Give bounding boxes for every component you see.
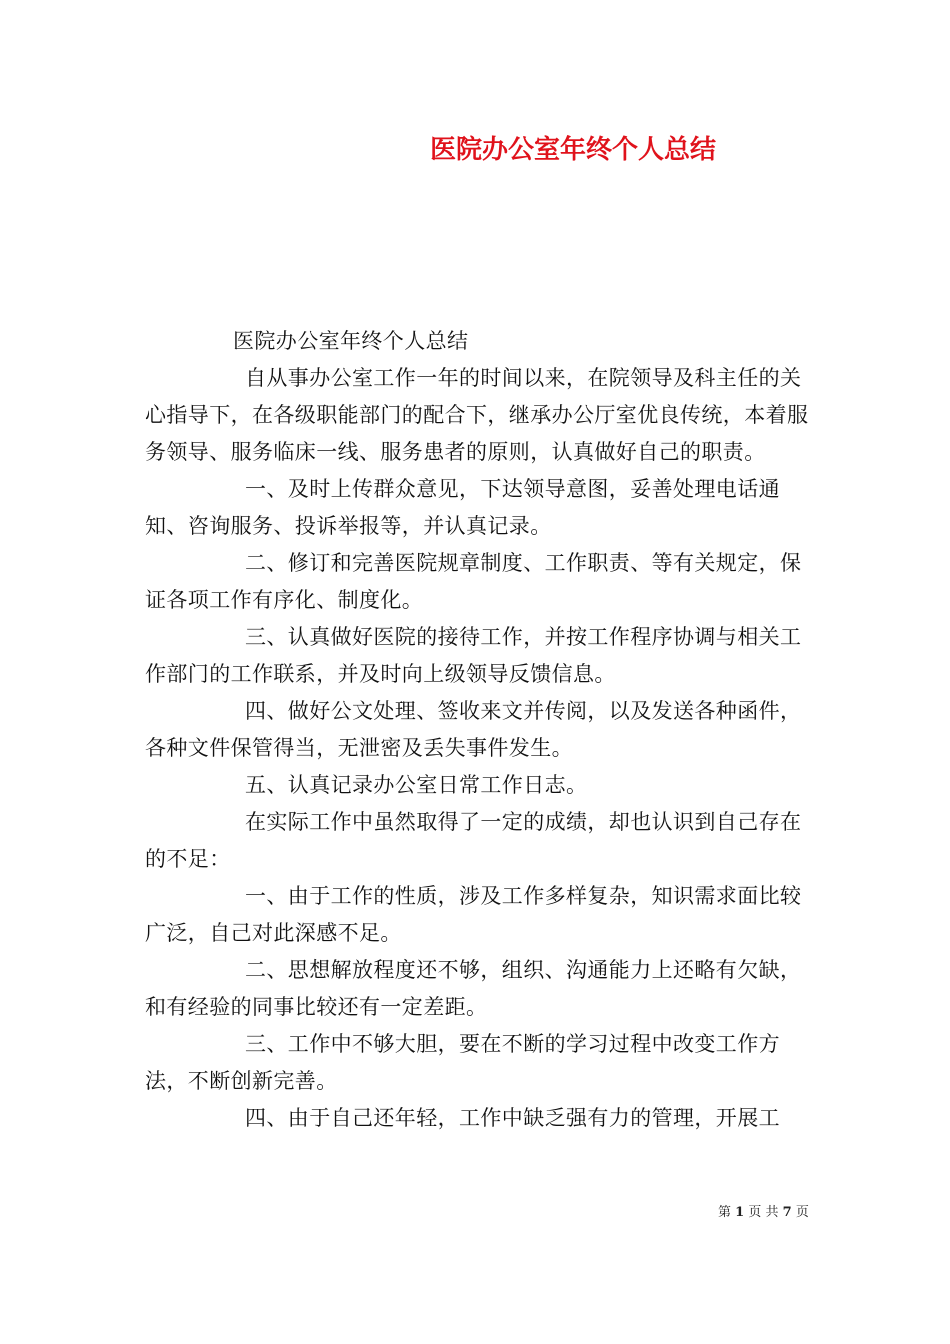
footer-prefix: 第 <box>718 1205 732 1220</box>
total-pages-number: 7 <box>782 1205 792 1220</box>
paragraph: 五、认真记录办公室日常工作日志。 <box>245 773 588 797</box>
paragraph: 二、修订和完善医院规章制度、工作职责、等有关规定，保证各项工作有序化、制度化。 <box>145 551 802 612</box>
paragraph: 自从事办公室工作一年的时间以来，在院领导及科主任的关心指导下，在各级职能部门的配合下，继承办公厅室优良传统，本着服务领导、服务临床一线、服务患者的原则，认真做好自己的职责。 <box>145 366 809 464</box>
paragraph: 四、做好公文处理、签收来文并传阅，以及发送各种函件，各种文件保管得当，无泄密及丢失事件发生。 <box>145 699 802 760</box>
paragraph: 三、工作中不够大胆，要在不断的学习过程中改变工作方法，不断创新完善。 <box>145 1032 780 1093</box>
paragraph: 四、由于自己还年轻，工作中缺乏强有力的管理，开展工 <box>245 1106 780 1130</box>
current-page-number: 1 <box>735 1205 745 1220</box>
paragraph: 二、思想解放程度还不够，组织、沟通能力上还略有欠缺，和有经验的同事比较还有一定差距。 <box>145 958 802 1019</box>
page-number-footer <box>718 1204 809 1222</box>
paragraph: 三、认真做好医院的接待工作，并按工作程序协调与相关工作部门的工作联系，并及时向上级领导反馈信息。 <box>145 625 802 686</box>
document-body <box>145 323 810 1137</box>
paragraph: 一、及时上传群众意见，下达领导意图，妥善处理电话通知、咨询服务、投诉举报等，并认真记录。 <box>145 477 780 538</box>
footer-middle: 页 共 <box>748 1205 779 1220</box>
footer-suffix: 页 <box>795 1205 809 1220</box>
paragraph: 一、由于工作的性质，涉及工作多样复杂，知识需求面比较广泛，自己对此深感不足。 <box>145 884 802 945</box>
document-title: 医院办公室年终个人总结 <box>430 135 717 165</box>
paragraph: 在实际工作中虽然取得了一定的成绩，却也认识到自己存在的不足： <box>145 810 802 871</box>
body-heading: 医院办公室年终个人总结 <box>233 329 469 353</box>
